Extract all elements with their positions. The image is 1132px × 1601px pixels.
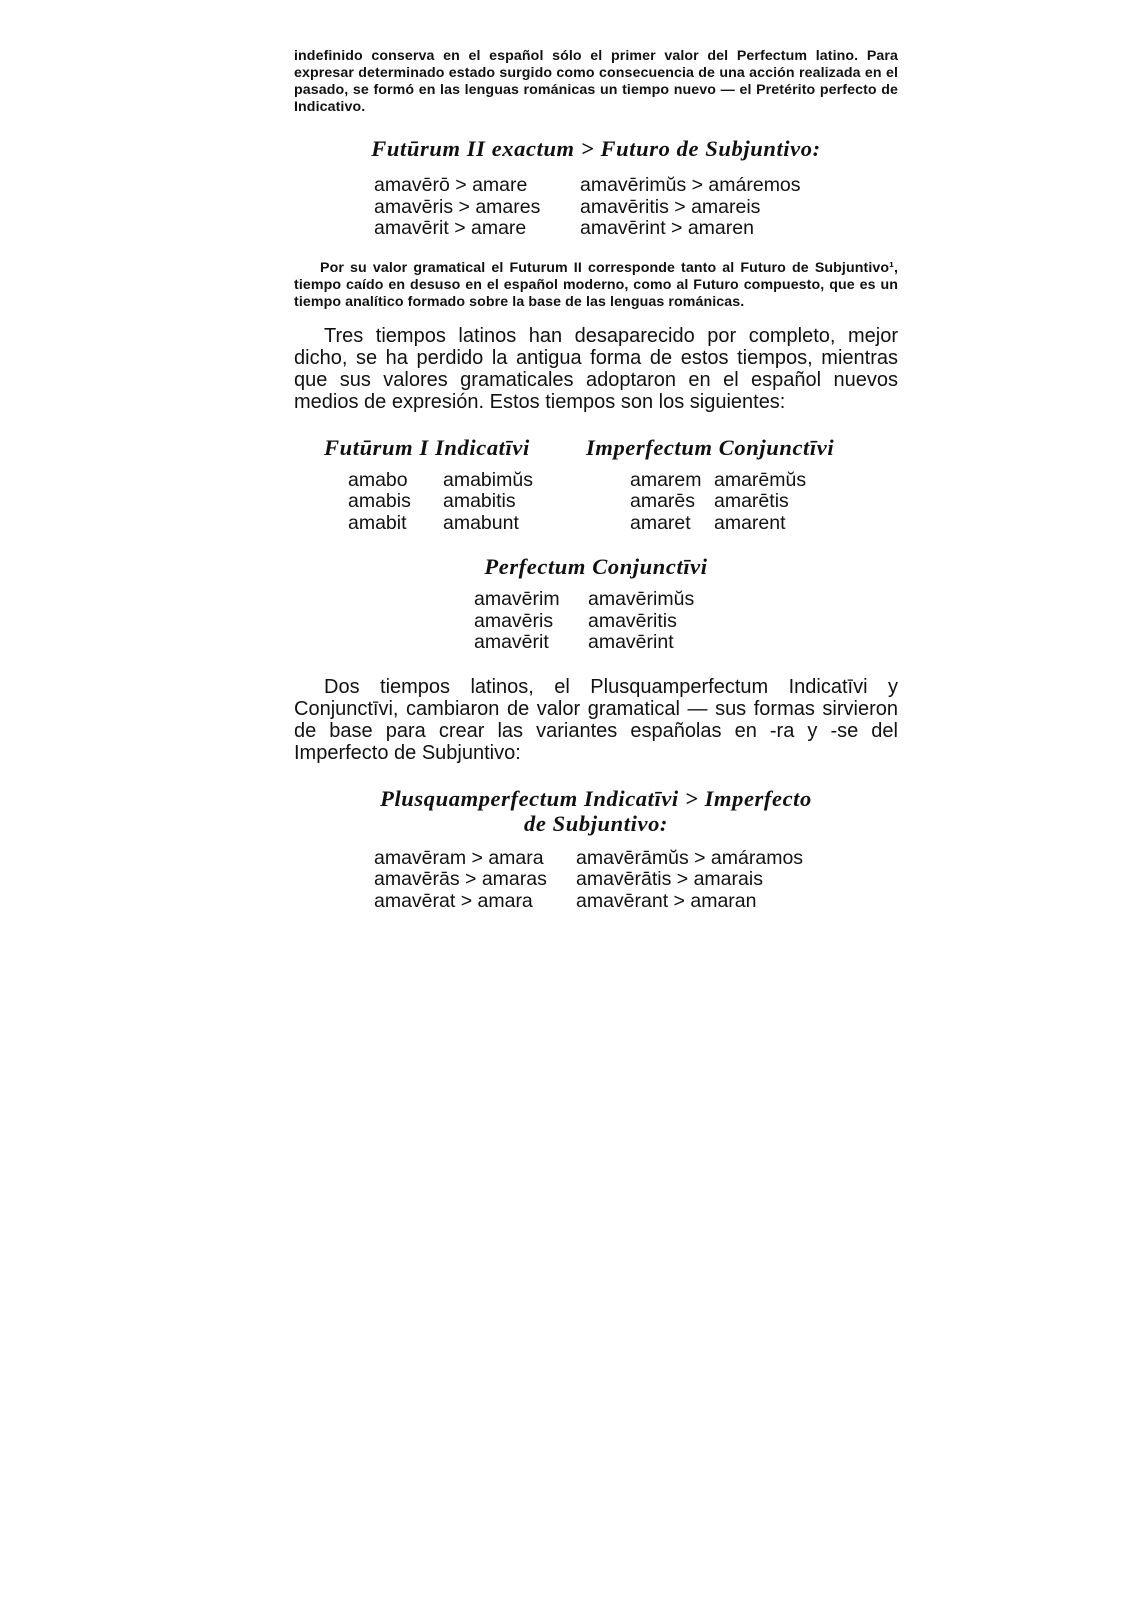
intro-paragraph: indefinido conserva en el español sólo el primer valor del Perfectum latino. Para expresar determinado estado surgido como consecuencia de una acción realizada en el pasado, se formó en las lenguas románicas un tiempo nuevo — el Pretérito perfecto de Indicativo. — [294, 48, 898, 115]
table-row — [630, 491, 806, 513]
perfectum-conj-table — [474, 589, 898, 654]
plusquam-heading-line1: Plusquamperfectum Indicatīvi > Imperfecto — [380, 785, 812, 811]
form: amavērint — [588, 631, 674, 653]
tres-tiempos-paragraph: Tres tiempos latinos han desaparecido por completo, mejor dicho, se ha perdido la antigua forma de estos tiempos, mientras que sus valores gramaticales adoptaron en el español nuevos medios de expresión. Estos tiempos son los siguientes: — [294, 324, 898, 413]
form: amarem — [630, 468, 702, 491]
note-paragraph: Por su valor gramatical el Futurum II corresponde tanto al Futuro de Subjuntivo¹, tiempo caído en desuso en el español moderno, como al Futuro compuesto, que es un tiempo analítico formado sobre la base de las lenguas románicas. — [294, 259, 898, 310]
form: amabimŭs — [443, 468, 533, 491]
form-right: amavēritis > amareis — [580, 195, 761, 218]
table-row — [348, 491, 630, 513]
form: amarētis — [714, 490, 789, 512]
table-row — [348, 513, 630, 535]
table-row — [474, 632, 898, 654]
imperfectum-conj-table — [630, 470, 806, 535]
form: amabunt — [443, 511, 519, 534]
form-left: amavērō > amare — [374, 174, 528, 196]
futurum-i-heading: Futūrum I Indicatīvi — [324, 434, 530, 460]
form-right: amavērāmŭs > amáramos — [576, 846, 804, 869]
form-right: amavērātis > amarais — [576, 868, 763, 890]
table-row — [348, 470, 630, 492]
form-right: amavērint > amaren — [580, 217, 754, 239]
table-row — [374, 891, 898, 913]
form: amarent — [714, 511, 786, 534]
table-row — [374, 848, 898, 870]
form: amavērimŭs — [588, 588, 695, 610]
form: amavērim — [474, 588, 560, 610]
lost-tenses-headings — [324, 435, 898, 460]
table-row — [374, 869, 898, 891]
form-left: amavēris > amares — [374, 195, 541, 218]
plusquam-heading-line2: de Subjuntivo: — [523, 810, 669, 836]
form-left: amavēram > amara — [374, 846, 544, 869]
form-left: amavērat > amara — [374, 889, 533, 912]
table-row — [474, 611, 898, 633]
table-row — [374, 175, 898, 197]
perfectum-conj-heading: Perfectum Conjunctīvi — [484, 554, 708, 579]
form: amavēritis — [588, 609, 677, 632]
form-right: amavērant > amaran — [576, 889, 757, 912]
futurum-ii-table — [374, 175, 898, 240]
lost-tenses-tables — [294, 470, 898, 535]
form-left: amavērās > amaras — [374, 868, 547, 890]
form: amarēmŭs — [714, 468, 807, 491]
table-row — [374, 218, 898, 240]
futurum-ii-heading: Futūrum II exactum > Futuro de Subjuntivo: — [371, 136, 821, 161]
form-left: amavērit > amare — [374, 217, 527, 239]
imperfectum-conj-heading: Imperfectum Conjunctīvi — [586, 434, 835, 460]
plusquam-table — [374, 848, 898, 913]
form-right: amavērimŭs > amáremos — [580, 174, 801, 196]
dos-tiempos-paragraph: Dos tiempos latinos, el Plusquamperfectum Indicatīvi y Conjunctīvi, cambiaron de valor gramatical — sus formas sirvieron de base para crear las variantes españolas en -ra y -se del Imperfecto de Subjuntivo: — [294, 675, 898, 764]
table-row — [374, 197, 898, 219]
form: amabit — [348, 511, 407, 534]
form: amabis — [348, 490, 411, 512]
table-row — [630, 470, 806, 492]
table-row — [474, 589, 898, 611]
form: amavēris — [474, 609, 554, 632]
form: amaret — [630, 511, 691, 534]
form: amabo — [348, 468, 408, 491]
futurum-i-table — [348, 470, 630, 535]
table-row — [630, 513, 806, 535]
form: amavērit — [474, 631, 549, 653]
form: amarēs — [630, 490, 696, 512]
page — [294, 48, 898, 912]
form: amabitis — [443, 490, 516, 512]
